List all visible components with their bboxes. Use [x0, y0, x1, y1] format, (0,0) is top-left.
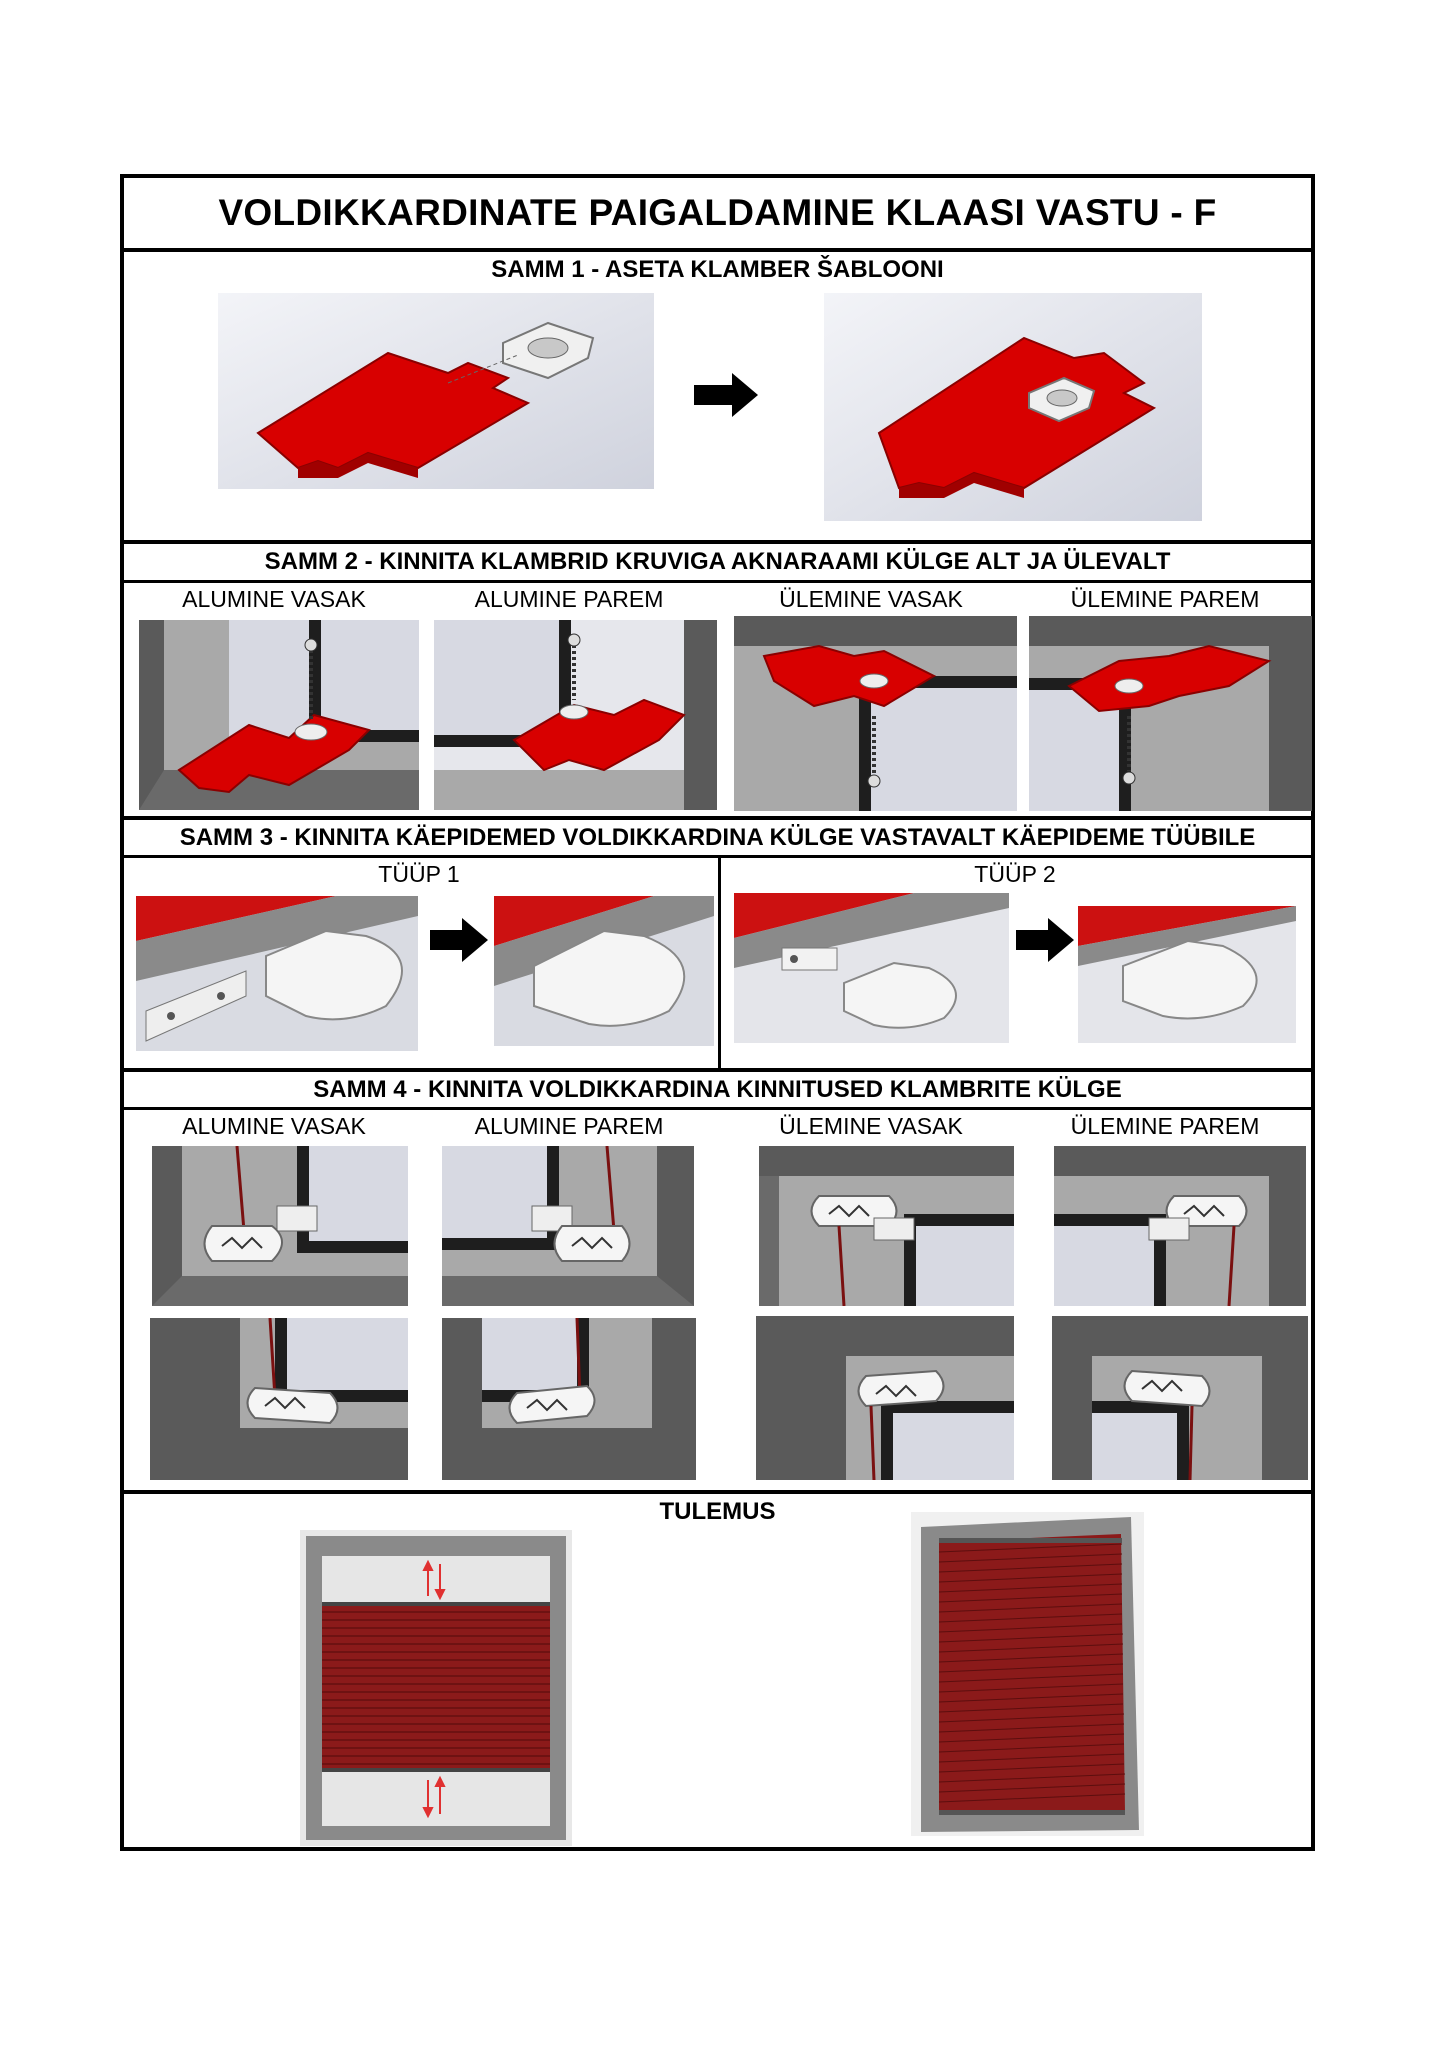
result-title: TULEMUS — [659, 1498, 776, 1525]
step4-bottom-right-image-1 — [442, 1146, 694, 1306]
step2-title: SAMM 2 - KINNITA KLAMBRID KRUVIGA AKNARAAMI KÜLGE ALT JA ÜLEVALT — [264, 548, 1171, 575]
document-title: VOLDIKKARDINATE PAIGALDAMINE KLAASI VASTU - F — [218, 192, 1217, 233]
step4-top-right-image-2 — [1052, 1316, 1308, 1480]
type2-label: TÜÜP 2 — [974, 861, 1056, 887]
divider — [124, 1068, 1311, 1072]
step1-before-image — [218, 293, 654, 489]
step4-top-right-image-1 — [1054, 1146, 1306, 1306]
type2-before-image — [734, 893, 1009, 1043]
step4-bottom-right-image-2 — [442, 1318, 696, 1480]
step4-label-top-right: ÜLEMINE PAREM — [1070, 1113, 1260, 1139]
step4-bottom-left-image-2 — [150, 1318, 408, 1480]
type1-before-image — [136, 896, 418, 1051]
step2-top-right-image — [1029, 616, 1312, 811]
step2-label-top-right: ÜLEMINE PAREM — [1070, 586, 1260, 612]
type1-after-image — [494, 896, 714, 1046]
step3-title: SAMM 3 - KINNITA KÄEPIDEMED VOLDIKKARDINA KÜLGE VASTAVALT KÄEPIDEME TÜÜBILE — [179, 824, 1256, 851]
type1-label: TÜÜP 1 — [378, 861, 460, 887]
step2-bottom-right-image — [434, 620, 717, 810]
arrow-right-icon — [1016, 918, 1076, 963]
divider — [124, 1107, 1311, 1110]
divider — [124, 1490, 1311, 1494]
step2-label-top-left: ÜLEMINE VASAK — [779, 586, 963, 612]
result-open-blind-image — [300, 1530, 572, 1846]
divider — [124, 816, 1311, 820]
step1-title: SAMM 1 - ASETA KLAMBER ŠABLOONI — [491, 256, 944, 283]
column-divider — [718, 855, 721, 1069]
step2-label-bottom-right: ALUMINE PAREM — [474, 586, 664, 612]
step4-label-bottom-left: ALUMINE VASAK — [182, 1113, 366, 1139]
arrow-right-icon — [694, 373, 764, 418]
step4-top-left-image-2 — [756, 1316, 1014, 1480]
step2-bottom-left-image — [139, 620, 419, 810]
type2-after-image — [1078, 906, 1296, 1043]
step4-top-left-image-1 — [759, 1146, 1014, 1306]
divider — [124, 248, 1311, 252]
step4-title: SAMM 4 - KINNITA VOLDIKKARDINA KINNITUSED KLAMBRITE KÜLGE — [313, 1076, 1122, 1103]
step2-label-bottom-left: ALUMINE VASAK — [182, 586, 366, 612]
step2-top-left-image — [734, 616, 1017, 811]
arrow-right-icon — [430, 918, 490, 963]
divider — [124, 580, 1311, 583]
step4-bottom-left-image-1 — [152, 1146, 408, 1306]
instruction-sheet — [120, 174, 1315, 1851]
step1-after-image — [824, 293, 1202, 521]
step4-label-top-left: ÜLEMINE VASAK — [779, 1113, 963, 1139]
step4-label-bottom-right: ALUMINE PAREM — [474, 1113, 664, 1139]
divider — [124, 540, 1311, 544]
result-closed-blind-image — [911, 1512, 1144, 1836]
